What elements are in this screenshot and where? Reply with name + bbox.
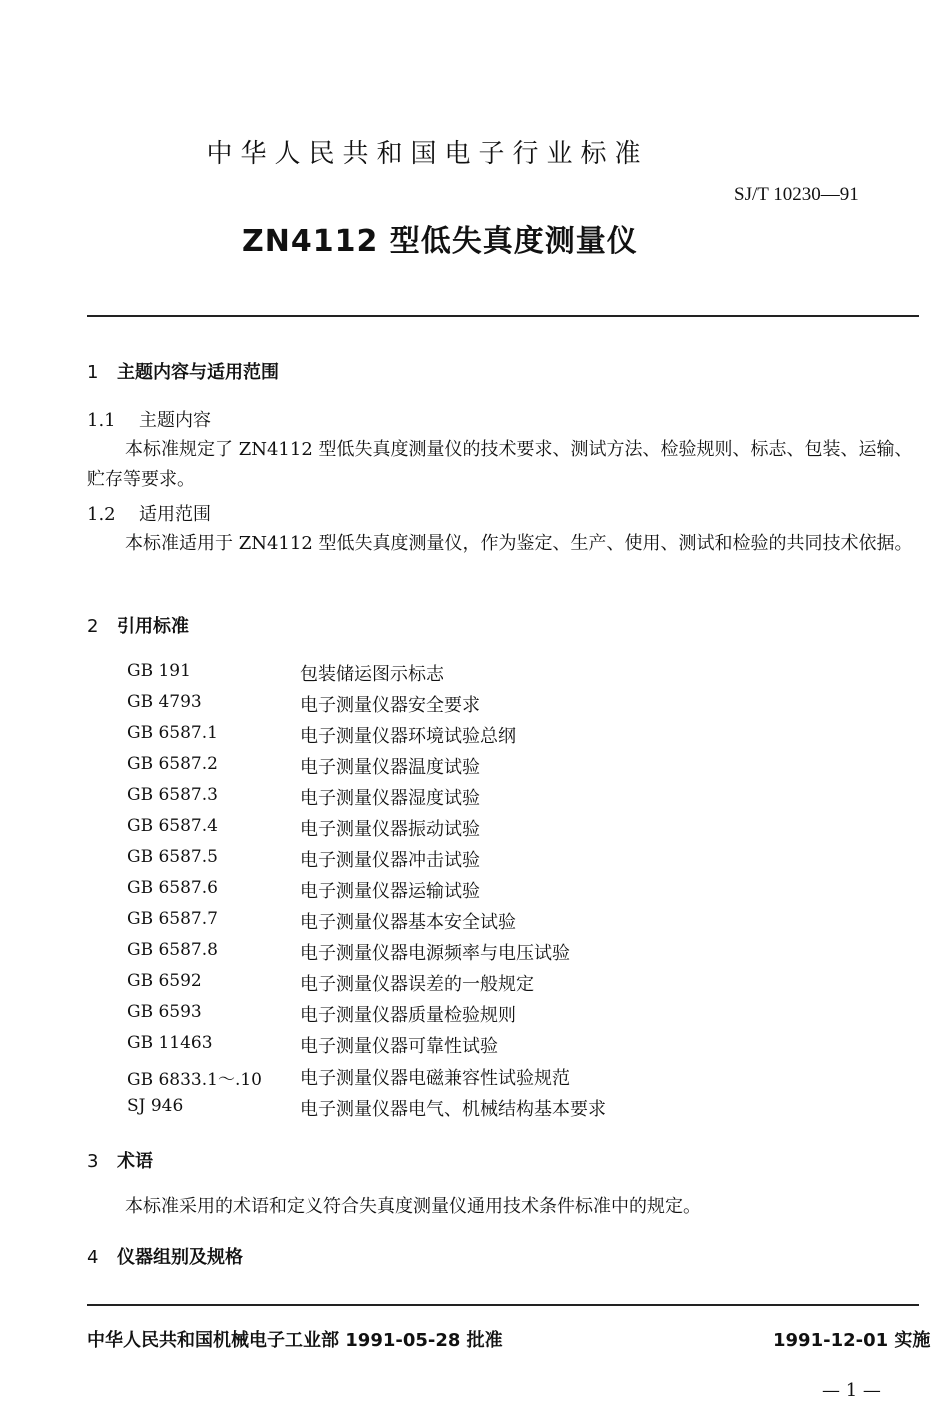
section-1-1-heading (87, 406, 211, 432)
section-3-title: 术语 (117, 1151, 153, 1172)
ref-code: SJ 946 (127, 1096, 184, 1116)
section-3-heading (87, 1147, 153, 1173)
section-4-title: 仪器组别及规格 (117, 1247, 243, 1268)
ref-title: 电子测量仪器电源频率与电压试验 (300, 943, 570, 964)
footer-divider (87, 1304, 919, 1306)
ref-title: 电子测量仪器温度试验 (300, 757, 480, 778)
implementation-date: 1991-12-01 实施 (773, 1330, 931, 1351)
ref-code: GB 6593 (127, 1002, 202, 1022)
ref-code: GB 6592 (127, 971, 202, 991)
section-2-title: 引用标准 (117, 616, 189, 637)
ref-code: GB 4793 (127, 692, 202, 712)
ref-code: GB 6587.4 (127, 816, 218, 836)
section-4-number: 4 (87, 1247, 99, 1268)
standard-number: SJ/T 10230—91 (734, 184, 859, 205)
ref-title: 电子测量仪器质量检验规则 (300, 1005, 516, 1026)
section-3-number: 3 (87, 1151, 99, 1172)
section-1-2-text: 本标准适用于 ZN4112 型低失真度测量仪，作为鉴定、生产、使用、测试和检验的共同技术依据。 (125, 533, 913, 554)
section-1-heading (87, 358, 279, 384)
ref-code: GB 6587.5 (127, 847, 218, 867)
ref-code: GB 6587.8 (127, 940, 218, 960)
section-1-2-title: 适用范围 (139, 504, 211, 525)
ref-title: 电子测量仪器环境试验总纲 (300, 726, 516, 747)
section-1-2-heading (87, 500, 211, 526)
section-3-text: 本标准采用的术语和定义符合失真度测量仪通用技术条件标准中的规定。 (125, 1196, 701, 1217)
ref-code: GB 191 (127, 661, 191, 681)
ref-title: 电子测量仪器振动试验 (300, 819, 480, 840)
header-divider (87, 315, 919, 317)
ref-title: 电子测量仪器可靠性试验 (300, 1036, 498, 1057)
section-4-heading (87, 1243, 243, 1269)
section-2-number: 2 (87, 616, 99, 637)
ref-code: GB 6587.3 (127, 785, 218, 805)
document-title: ZN4112 型低失真度测量仪 (242, 224, 638, 259)
section-1-1-text: 本标准规定了 ZN4112 型低失真度测量仪的技术要求、测试方法、检验规则、标志、包装、运输、贮存等要求。 (87, 439, 913, 490)
section-2-heading (87, 612, 189, 638)
ref-code: GB 6587.1 (127, 723, 218, 743)
section-1-1-title: 主题内容 (139, 410, 211, 431)
ref-title: 包装储运图示标志 (300, 664, 444, 685)
ref-title: 电子测量仪器误差的一般规定 (300, 974, 534, 995)
ref-code: GB 6587.6 (127, 878, 218, 898)
section-1-number: 1 (87, 362, 99, 383)
page-number: — 1 — (822, 1380, 881, 1401)
standard-name: 中华人民共和国电子行业标准 (206, 139, 649, 169)
approval-line: 中华人民共和国机械电子工业部 1991-05-28 批准 (87, 1330, 503, 1351)
section-1-2-number: 1.2 (87, 504, 116, 525)
ref-code: GB 6587.2 (127, 754, 218, 774)
ref-title: 电子测量仪器基本安全试验 (300, 912, 516, 933)
section-1-1-number: 1.1 (87, 410, 116, 431)
ref-code: GB 6833.1～.10 (127, 1070, 262, 1090)
ref-title: 电子测量仪器电气、机械结构基本要求 (300, 1099, 606, 1120)
ref-title: 电子测量仪器湿度试验 (300, 788, 480, 809)
ref-title: 电子测量仪器安全要求 (300, 695, 480, 716)
section-1-title: 主题内容与适用范围 (117, 362, 279, 383)
ref-title: 电子测量仪器冲击试验 (300, 850, 480, 871)
ref-code: GB 11463 (127, 1033, 213, 1053)
ref-title: 电子测量仪器运输试验 (300, 881, 480, 902)
ref-title: 电子测量仪器电磁兼容性试验规范 (300, 1068, 570, 1089)
ref-code: GB 6587.7 (127, 909, 218, 929)
